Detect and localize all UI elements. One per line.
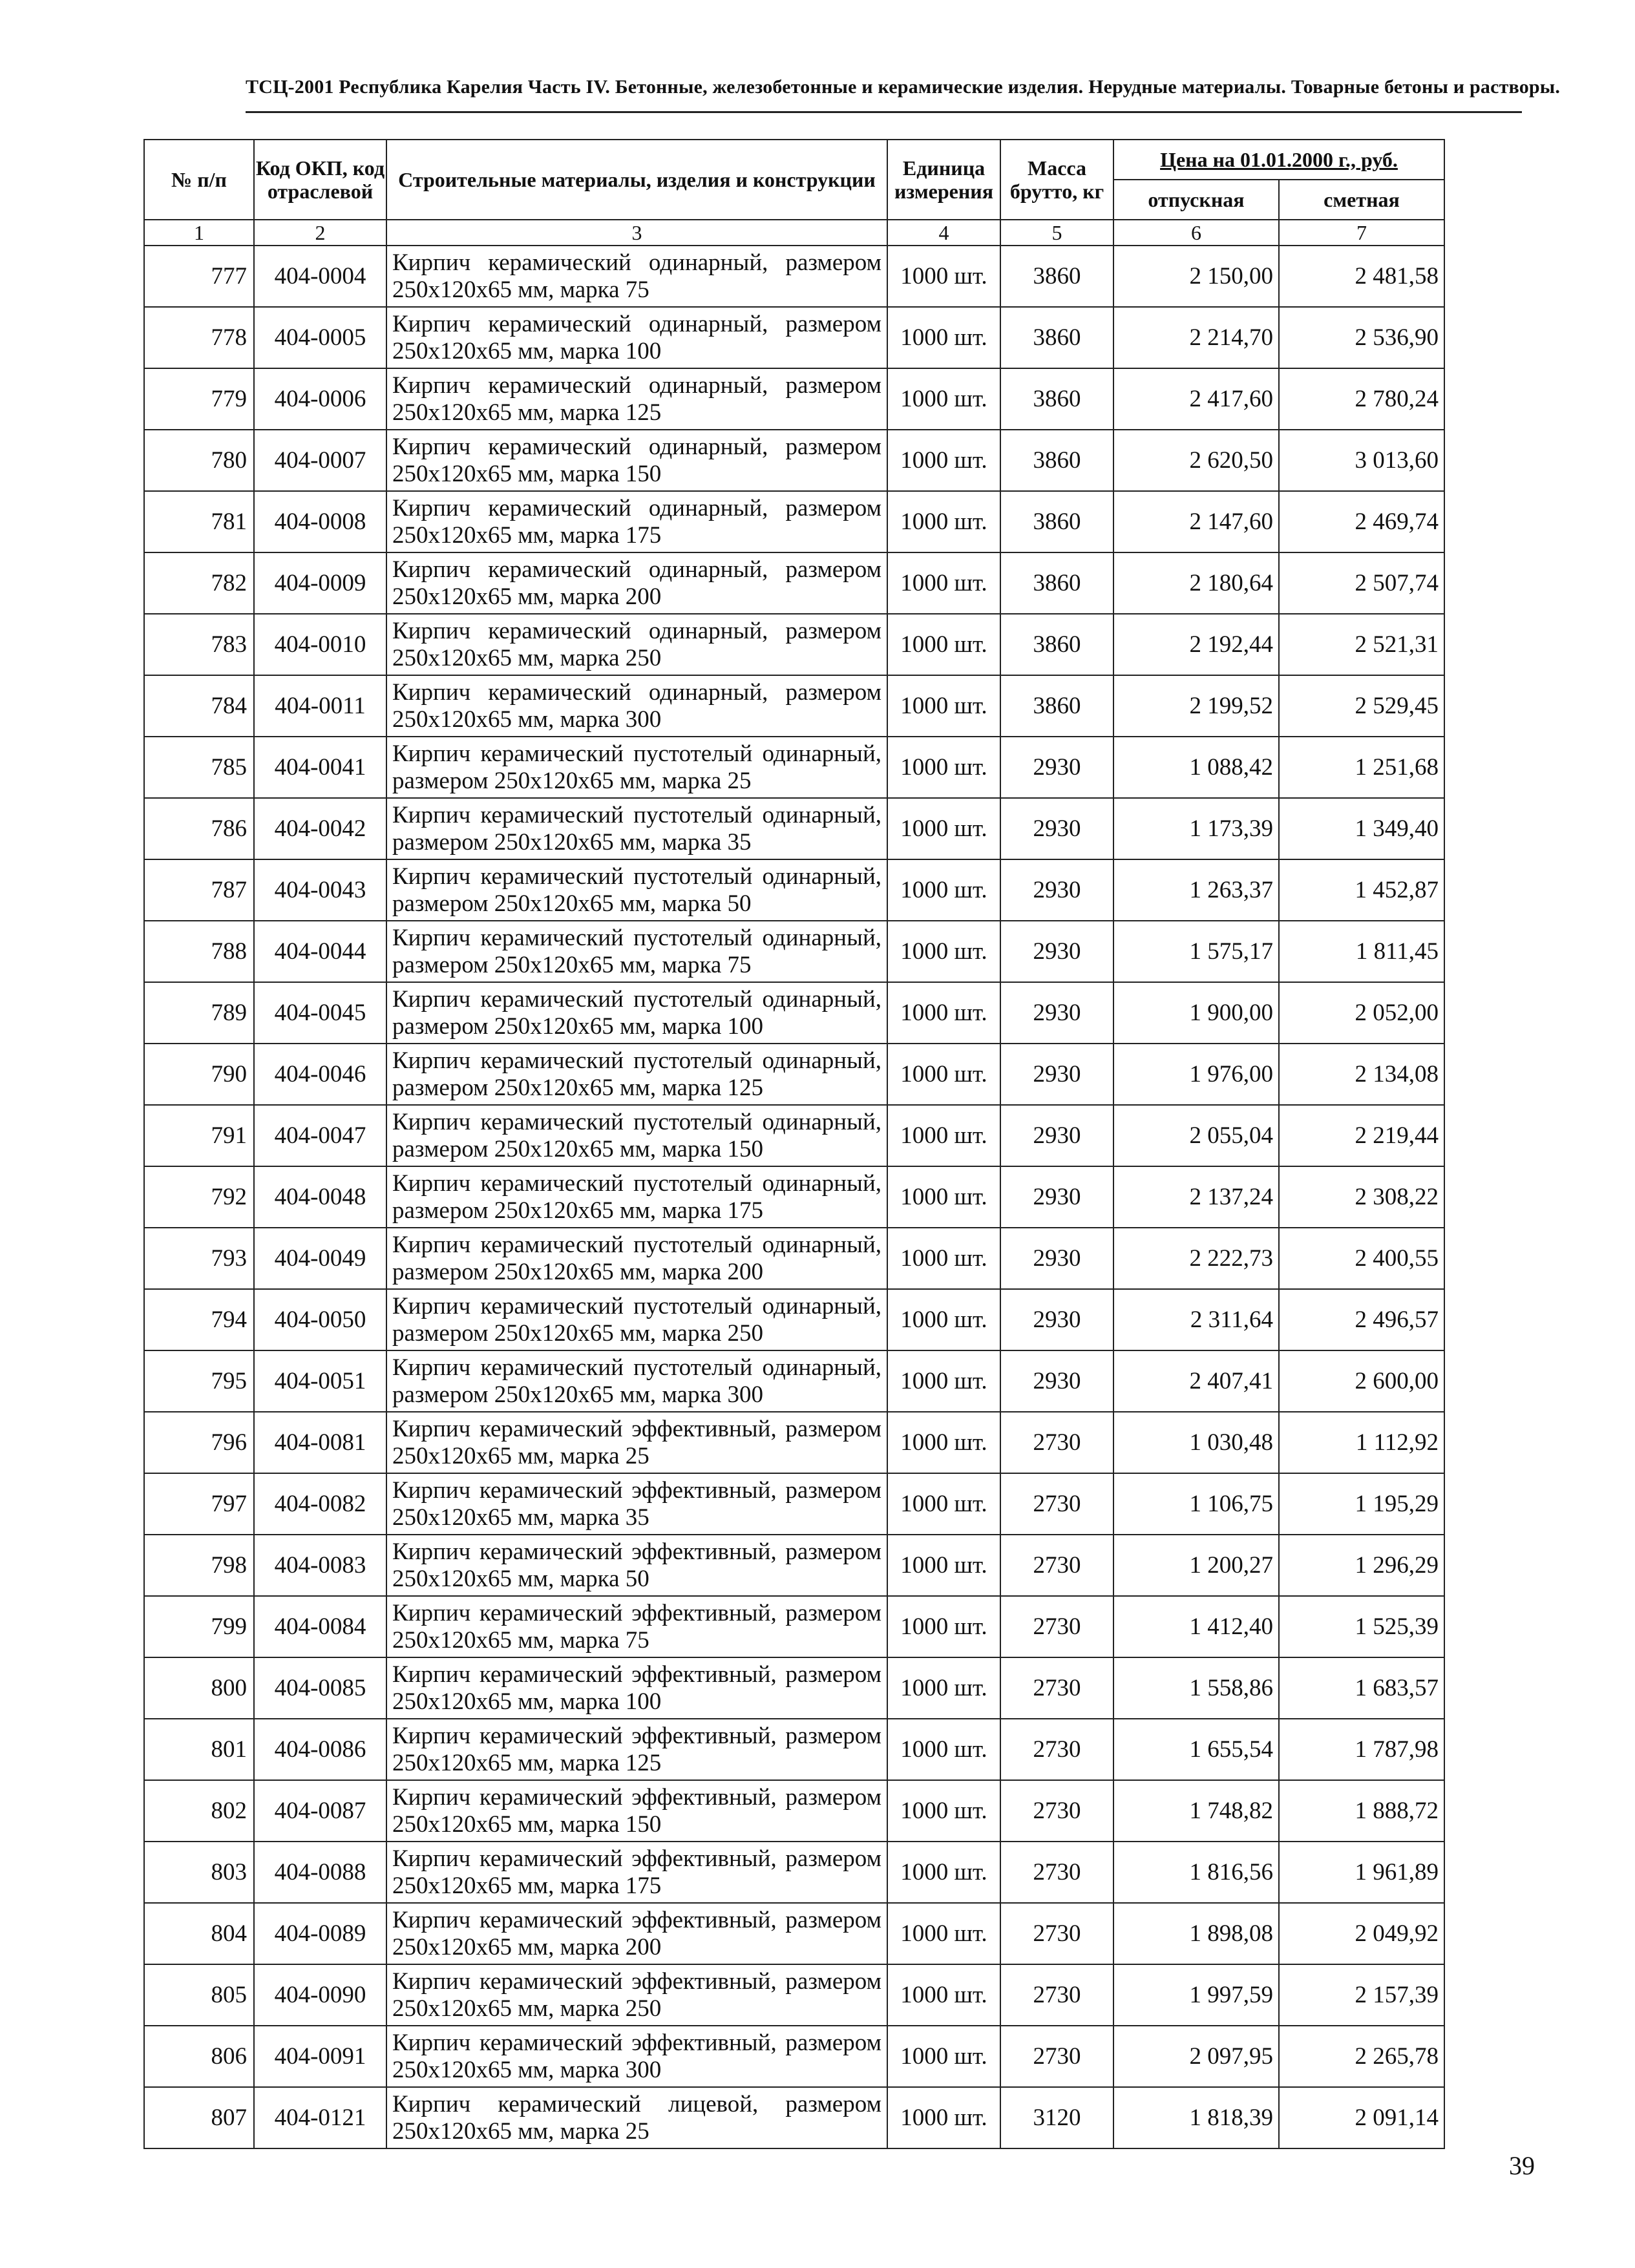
gross-mass: 2930 bbox=[1000, 859, 1113, 921]
material-name: Кирпич керамический эффективный, размером 250х120х65 мм, марка 35 bbox=[386, 1473, 887, 1535]
column-number: 5 bbox=[1000, 220, 1113, 246]
price-estimate: 1 195,29 bbox=[1279, 1473, 1444, 1535]
material-name: Кирпич керамический эффективный, размером 250х120х65 мм, марка 50 bbox=[386, 1535, 887, 1596]
row-number: 778 bbox=[144, 307, 254, 368]
row-number: 785 bbox=[144, 737, 254, 798]
price-release: 2 180,64 bbox=[1113, 552, 1279, 614]
row-number: 787 bbox=[144, 859, 254, 921]
unit-of-measure: 1000 шт. bbox=[887, 1964, 1000, 2026]
price-release: 1 200,27 bbox=[1113, 1535, 1279, 1596]
unit-of-measure: 1000 шт. bbox=[887, 1350, 1000, 1412]
table-row bbox=[144, 1044, 1444, 1105]
price-release: 1 030,48 bbox=[1113, 1412, 1279, 1473]
gross-mass: 2730 bbox=[1000, 1780, 1113, 1842]
row-number: 801 bbox=[144, 1719, 254, 1780]
row-number: 784 bbox=[144, 675, 254, 737]
okp-code: 404-0045 bbox=[254, 982, 386, 1044]
price-release: 1 088,42 bbox=[1113, 737, 1279, 798]
gross-mass: 2730 bbox=[1000, 1473, 1113, 1535]
price-release: 2 150,00 bbox=[1113, 246, 1279, 307]
price-estimate: 1 961,89 bbox=[1279, 1842, 1444, 1903]
gross-mass: 3120 bbox=[1000, 2087, 1113, 2148]
gross-mass: 2730 bbox=[1000, 1657, 1113, 1719]
gross-mass: 2930 bbox=[1000, 1289, 1113, 1350]
price-release: 1 898,08 bbox=[1113, 1903, 1279, 1964]
price-estimate: 2 052,00 bbox=[1279, 982, 1444, 1044]
price-release: 1 575,17 bbox=[1113, 921, 1279, 982]
row-number: 782 bbox=[144, 552, 254, 614]
table-row bbox=[144, 2026, 1444, 2087]
gross-mass: 3860 bbox=[1000, 675, 1113, 737]
header-unit: Единица измерения bbox=[887, 140, 1000, 220]
header-num: № п/п bbox=[144, 140, 254, 220]
unit-of-measure: 1000 шт. bbox=[887, 982, 1000, 1044]
table-row bbox=[144, 307, 1444, 368]
price-estimate: 1 349,40 bbox=[1279, 798, 1444, 859]
gross-mass: 2930 bbox=[1000, 737, 1113, 798]
row-number: 788 bbox=[144, 921, 254, 982]
okp-code: 404-0009 bbox=[254, 552, 386, 614]
price-release: 2 407,41 bbox=[1113, 1350, 1279, 1412]
unit-of-measure: 1000 шт. bbox=[887, 2087, 1000, 2148]
unit-of-measure: 1000 шт. bbox=[887, 552, 1000, 614]
gross-mass: 2930 bbox=[1000, 1044, 1113, 1105]
price-estimate: 1 811,45 bbox=[1279, 921, 1444, 982]
gross-mass: 3860 bbox=[1000, 430, 1113, 491]
material-name: Кирпич керамический пустотелый одинарный, размером 250х120х65 мм, марка 300 bbox=[386, 1350, 887, 1412]
unit-of-measure: 1000 шт. bbox=[887, 307, 1000, 368]
material-name: Кирпич керамический пустотелый одинарный, размером 250х120х65 мм, марка 250 bbox=[386, 1289, 887, 1350]
material-name: Кирпич керамический эффективный, размером 250х120х65 мм, марка 150 bbox=[386, 1780, 887, 1842]
material-name: Кирпич керамический эффективный, размером 250х120х65 мм, марка 175 bbox=[386, 1842, 887, 1903]
price-release: 1 816,56 bbox=[1113, 1842, 1279, 1903]
price-estimate: 2 049,92 bbox=[1279, 1903, 1444, 1964]
table-row bbox=[144, 1535, 1444, 1596]
price-estimate: 2 507,74 bbox=[1279, 552, 1444, 614]
price-estimate: 1 296,29 bbox=[1279, 1535, 1444, 1596]
unit-of-measure: 1000 шт. bbox=[887, 1044, 1000, 1105]
table-row bbox=[144, 614, 1444, 675]
price-estimate: 2 496,57 bbox=[1279, 1289, 1444, 1350]
table-row bbox=[144, 859, 1444, 921]
row-number: 780 bbox=[144, 430, 254, 491]
price-estimate: 2 529,45 bbox=[1279, 675, 1444, 737]
table-row bbox=[144, 491, 1444, 552]
table-row bbox=[144, 1780, 1444, 1842]
price-release: 1 748,82 bbox=[1113, 1780, 1279, 1842]
gross-mass: 3860 bbox=[1000, 552, 1113, 614]
okp-code: 404-0043 bbox=[254, 859, 386, 921]
row-number: 779 bbox=[144, 368, 254, 430]
table-row bbox=[144, 921, 1444, 982]
row-number: 794 bbox=[144, 1289, 254, 1350]
price-estimate: 1 787,98 bbox=[1279, 1719, 1444, 1780]
price-estimate: 1 888,72 bbox=[1279, 1780, 1444, 1842]
table-row bbox=[144, 1289, 1444, 1350]
okp-code: 404-0011 bbox=[254, 675, 386, 737]
material-name: Кирпич керамический пустотелый одинарный, размером 250х120х65 мм, марка 25 bbox=[386, 737, 887, 798]
price-release: 1 558,86 bbox=[1113, 1657, 1279, 1719]
row-number: 803 bbox=[144, 1842, 254, 1903]
price-release: 2 147,60 bbox=[1113, 491, 1279, 552]
okp-code: 404-0006 bbox=[254, 368, 386, 430]
okp-code: 404-0010 bbox=[254, 614, 386, 675]
unit-of-measure: 1000 шт. bbox=[887, 614, 1000, 675]
okp-code: 404-0044 bbox=[254, 921, 386, 982]
material-name: Кирпич керамический эффективный, размером 250х120х65 мм, марка 200 bbox=[386, 1903, 887, 1964]
price-estimate: 2 265,78 bbox=[1279, 2026, 1444, 2087]
unit-of-measure: 1000 шт. bbox=[887, 1289, 1000, 1350]
gross-mass: 2930 bbox=[1000, 982, 1113, 1044]
table-row bbox=[144, 1719, 1444, 1780]
price-estimate: 1 683,57 bbox=[1279, 1657, 1444, 1719]
unit-of-measure: 1000 шт. bbox=[887, 1903, 1000, 1964]
gross-mass: 2730 bbox=[1000, 1596, 1113, 1657]
unit-of-measure: 1000 шт. bbox=[887, 1473, 1000, 1535]
material-name: Кирпич керамический пустотелый одинарный, размером 250х120х65 мм, марка 35 bbox=[386, 798, 887, 859]
row-number: 792 bbox=[144, 1166, 254, 1228]
gross-mass: 2730 bbox=[1000, 1719, 1113, 1780]
row-number: 783 bbox=[144, 614, 254, 675]
header-mass: Масса брутто, кг bbox=[1000, 140, 1113, 220]
gross-mass: 2730 bbox=[1000, 1412, 1113, 1473]
material-name: Кирпич керамический одинарный, размером 250х120х65 мм, марка 125 bbox=[386, 368, 887, 430]
unit-of-measure: 1000 шт. bbox=[887, 737, 1000, 798]
material-name: Кирпич керамический одинарный, размером 250х120х65 мм, марка 250 bbox=[386, 614, 887, 675]
table-row bbox=[144, 1903, 1444, 1964]
table-row bbox=[144, 1964, 1444, 2026]
table-row bbox=[144, 675, 1444, 737]
okp-code: 404-0004 bbox=[254, 246, 386, 307]
okp-code: 404-0082 bbox=[254, 1473, 386, 1535]
price-release: 2 620,50 bbox=[1113, 430, 1279, 491]
gross-mass: 2930 bbox=[1000, 1166, 1113, 1228]
price-release: 2 417,60 bbox=[1113, 368, 1279, 430]
price-release: 2 199,52 bbox=[1113, 675, 1279, 737]
price-table bbox=[143, 139, 1445, 2149]
gross-mass: 2930 bbox=[1000, 798, 1113, 859]
page-header: ТСЦ-2001 Республика Карелия Часть IV. Бетонные, железобетонные и керамические изделия. Нерудные материалы. Товарные бетоны и растворы. bbox=[246, 76, 1561, 98]
price-release: 1 976,00 bbox=[1113, 1044, 1279, 1105]
okp-code: 404-0049 bbox=[254, 1228, 386, 1289]
row-number: 798 bbox=[144, 1535, 254, 1596]
header-price-release: отпускная bbox=[1113, 180, 1279, 220]
price-release: 2 214,70 bbox=[1113, 307, 1279, 368]
column-number: 3 bbox=[386, 220, 887, 246]
price-release: 1 106,75 bbox=[1113, 1473, 1279, 1535]
unit-of-measure: 1000 шт. bbox=[887, 2026, 1000, 2087]
material-name: Кирпич керамический пустотелый одинарный, размером 250х120х65 мм, марка 75 bbox=[386, 921, 887, 982]
row-number: 786 bbox=[144, 798, 254, 859]
row-number: 800 bbox=[144, 1657, 254, 1719]
table-row bbox=[144, 1166, 1444, 1228]
unit-of-measure: 1000 шт. bbox=[887, 1780, 1000, 1842]
price-release: 2 222,73 bbox=[1113, 1228, 1279, 1289]
gross-mass: 2930 bbox=[1000, 1228, 1113, 1289]
gross-mass: 3860 bbox=[1000, 368, 1113, 430]
material-name: Кирпич керамический эффективный, размером 250х120х65 мм, марка 25 bbox=[386, 1412, 887, 1473]
material-name: Кирпич керамический пустотелый одинарный, размером 250х120х65 мм, марка 200 bbox=[386, 1228, 887, 1289]
unit-of-measure: 1000 шт. bbox=[887, 1596, 1000, 1657]
okp-code: 404-0047 bbox=[254, 1105, 386, 1166]
gross-mass: 2930 bbox=[1000, 1105, 1113, 1166]
gross-mass: 2730 bbox=[1000, 1903, 1113, 1964]
table-row bbox=[144, 1350, 1444, 1412]
unit-of-measure: 1000 шт. bbox=[887, 1166, 1000, 1228]
price-estimate: 2 219,44 bbox=[1279, 1105, 1444, 1166]
unit-of-measure: 1000 шт. bbox=[887, 1412, 1000, 1473]
header-divider bbox=[246, 111, 1522, 113]
material-name: Кирпич керамический одинарный, размером 250х120х65 мм, марка 150 bbox=[386, 430, 887, 491]
row-number: 793 bbox=[144, 1228, 254, 1289]
okp-code: 404-0046 bbox=[254, 1044, 386, 1105]
row-number: 805 bbox=[144, 1964, 254, 2026]
table-row bbox=[144, 982, 1444, 1044]
okp-code: 404-0041 bbox=[254, 737, 386, 798]
material-name: Кирпич керамический пустотелый одинарный, размером 250х120х65 мм, марка 100 bbox=[386, 982, 887, 1044]
unit-of-measure: 1000 шт. bbox=[887, 1719, 1000, 1780]
gross-mass: 2730 bbox=[1000, 1842, 1113, 1903]
price-release: 1 997,59 bbox=[1113, 1964, 1279, 2026]
material-name: Кирпич керамический одинарный, размером 250х120х65 мм, марка 300 bbox=[386, 675, 887, 737]
row-number: 777 bbox=[144, 246, 254, 307]
header-name: Строительные материалы, изделия и конструкции bbox=[386, 140, 887, 220]
table-row bbox=[144, 1657, 1444, 1719]
unit-of-measure: 1000 шт. bbox=[887, 246, 1000, 307]
price-estimate: 1 525,39 bbox=[1279, 1596, 1444, 1657]
price-estimate: 2 157,39 bbox=[1279, 1964, 1444, 2026]
row-number: 781 bbox=[144, 491, 254, 552]
material-name: Кирпич керамический эффективный, размером 250х120х65 мм, марка 100 bbox=[386, 1657, 887, 1719]
unit-of-measure: 1000 шт. bbox=[887, 368, 1000, 430]
table-row bbox=[144, 737, 1444, 798]
row-number: 804 bbox=[144, 1903, 254, 1964]
price-estimate: 1 112,92 bbox=[1279, 1412, 1444, 1473]
price-release: 2 311,64 bbox=[1113, 1289, 1279, 1350]
okp-code: 404-0051 bbox=[254, 1350, 386, 1412]
unit-of-measure: 1000 шт. bbox=[887, 1657, 1000, 1719]
price-estimate: 2 308,22 bbox=[1279, 1166, 1444, 1228]
gross-mass: 3860 bbox=[1000, 246, 1113, 307]
row-number: 806 bbox=[144, 2026, 254, 2087]
price-estimate: 1 251,68 bbox=[1279, 737, 1444, 798]
material-name: Кирпич керамический одинарный, размером 250х120х65 мм, марка 75 bbox=[386, 246, 887, 307]
okp-code: 404-0007 bbox=[254, 430, 386, 491]
table-row bbox=[144, 1473, 1444, 1535]
column-number: 4 bbox=[887, 220, 1000, 246]
material-name: Кирпич керамический эффективный, размером 250х120х65 мм, марка 125 bbox=[386, 1719, 887, 1780]
material-name: Кирпич керамический эффективный, размером 250х120х65 мм, марка 75 bbox=[386, 1596, 887, 1657]
column-number: 6 bbox=[1113, 220, 1279, 246]
price-release: 2 055,04 bbox=[1113, 1105, 1279, 1166]
price-estimate: 3 013,60 bbox=[1279, 430, 1444, 491]
okp-code: 404-0084 bbox=[254, 1596, 386, 1657]
gross-mass: 2730 bbox=[1000, 1535, 1113, 1596]
row-number: 795 bbox=[144, 1350, 254, 1412]
price-estimate: 1 452,87 bbox=[1279, 859, 1444, 921]
table-row bbox=[144, 1596, 1444, 1657]
okp-code: 404-0088 bbox=[254, 1842, 386, 1903]
unit-of-measure: 1000 шт. bbox=[887, 1228, 1000, 1289]
okp-code: 404-0121 bbox=[254, 2087, 386, 2148]
column-number: 7 bbox=[1279, 220, 1444, 246]
row-number: 790 bbox=[144, 1044, 254, 1105]
page-number: 39 bbox=[1509, 2151, 1535, 2180]
material-name: Кирпич керамический пустотелый одинарный, размером 250х120х65 мм, марка 150 bbox=[386, 1105, 887, 1166]
table-row bbox=[144, 1228, 1444, 1289]
table-row bbox=[144, 798, 1444, 859]
unit-of-measure: 1000 шт. bbox=[887, 1535, 1000, 1596]
price-estimate: 2 521,31 bbox=[1279, 614, 1444, 675]
table-row bbox=[144, 1412, 1444, 1473]
okp-code: 404-0008 bbox=[254, 491, 386, 552]
price-release: 2 137,24 bbox=[1113, 1166, 1279, 1228]
okp-code: 404-0083 bbox=[254, 1535, 386, 1596]
unit-of-measure: 1000 шт. bbox=[887, 1105, 1000, 1166]
header-code: Код ОКП, код отраслевой bbox=[254, 140, 386, 220]
unit-of-measure: 1000 шт. bbox=[887, 1842, 1000, 1903]
okp-code: 404-0089 bbox=[254, 1903, 386, 1964]
okp-code: 404-0005 bbox=[254, 307, 386, 368]
column-number: 2 bbox=[254, 220, 386, 246]
price-estimate: 2 134,08 bbox=[1279, 1044, 1444, 1105]
material-name: Кирпич керамический эффективный, размером 250х120х65 мм, марка 300 bbox=[386, 2026, 887, 2087]
table-row bbox=[144, 368, 1444, 430]
price-estimate: 2 091,14 bbox=[1279, 2087, 1444, 2148]
price-release: 1 412,40 bbox=[1113, 1596, 1279, 1657]
material-name: Кирпич керамический одинарный, размером 250х120х65 мм, марка 175 bbox=[386, 491, 887, 552]
price-release: 1 655,54 bbox=[1113, 1719, 1279, 1780]
okp-code: 404-0085 bbox=[254, 1657, 386, 1719]
gross-mass: 2930 bbox=[1000, 921, 1113, 982]
column-number: 1 bbox=[144, 220, 254, 246]
unit-of-measure: 1000 шт. bbox=[887, 430, 1000, 491]
material-name: Кирпич керамический пустотелый одинарный, размером 250х120х65 мм, марка 125 bbox=[386, 1044, 887, 1105]
table-row bbox=[144, 1842, 1444, 1903]
gross-mass: 2930 bbox=[1000, 1350, 1113, 1412]
unit-of-measure: 1000 шт. bbox=[887, 921, 1000, 982]
price-release: 1 263,37 bbox=[1113, 859, 1279, 921]
price-estimate: 2 780,24 bbox=[1279, 368, 1444, 430]
okp-code: 404-0086 bbox=[254, 1719, 386, 1780]
price-estimate: 2 600,00 bbox=[1279, 1350, 1444, 1412]
price-estimate: 2 481,58 bbox=[1279, 246, 1444, 307]
row-number: 807 bbox=[144, 2087, 254, 2148]
material-name: Кирпич керамический пустотелый одинарный, размером 250х120х65 мм, марка 50 bbox=[386, 859, 887, 921]
material-name: Кирпич керамический пустотелый одинарный, размером 250х120х65 мм, марка 175 bbox=[386, 1166, 887, 1228]
row-number: 791 bbox=[144, 1105, 254, 1166]
gross-mass: 2730 bbox=[1000, 2026, 1113, 2087]
material-name: Кирпич керамический лицевой, размером 250х120х65 мм, марка 25 bbox=[386, 2087, 887, 2148]
material-name: Кирпич керамический одинарный, размером 250х120х65 мм, марка 100 bbox=[386, 307, 887, 368]
price-release: 2 192,44 bbox=[1113, 614, 1279, 675]
okp-code: 404-0081 bbox=[254, 1412, 386, 1473]
material-name: Кирпич керамический одинарный, размером 250х120х65 мм, марка 200 bbox=[386, 552, 887, 614]
header-price-group: Цена на 01.01.2000 г., руб. bbox=[1113, 140, 1444, 180]
row-number: 802 bbox=[144, 1780, 254, 1842]
okp-code: 404-0050 bbox=[254, 1289, 386, 1350]
gross-mass: 3860 bbox=[1000, 491, 1113, 552]
table-row bbox=[144, 552, 1444, 614]
gross-mass: 2730 bbox=[1000, 1964, 1113, 2026]
table-row bbox=[144, 1105, 1444, 1166]
okp-code: 404-0091 bbox=[254, 2026, 386, 2087]
price-release: 1 173,39 bbox=[1113, 798, 1279, 859]
price-release: 1 818,39 bbox=[1113, 2087, 1279, 2148]
gross-mass: 3860 bbox=[1000, 307, 1113, 368]
unit-of-measure: 1000 шт. bbox=[887, 491, 1000, 552]
okp-code: 404-0087 bbox=[254, 1780, 386, 1842]
gross-mass: 3860 bbox=[1000, 614, 1113, 675]
table-row bbox=[144, 2087, 1444, 2148]
header-price-estimate: сметная bbox=[1279, 180, 1444, 220]
table-row bbox=[144, 246, 1444, 307]
price-estimate: 2 400,55 bbox=[1279, 1228, 1444, 1289]
okp-code: 404-0048 bbox=[254, 1166, 386, 1228]
price-release: 2 097,95 bbox=[1113, 2026, 1279, 2087]
row-number: 797 bbox=[144, 1473, 254, 1535]
unit-of-measure: 1000 шт. bbox=[887, 859, 1000, 921]
price-estimate: 2 536,90 bbox=[1279, 307, 1444, 368]
material-name: Кирпич керамический эффективный, размером 250х120х65 мм, марка 250 bbox=[386, 1964, 887, 2026]
unit-of-measure: 1000 шт. bbox=[887, 675, 1000, 737]
row-number: 799 bbox=[144, 1596, 254, 1657]
price-estimate: 2 469,74 bbox=[1279, 491, 1444, 552]
okp-code: 404-0090 bbox=[254, 1964, 386, 2026]
row-number: 789 bbox=[144, 982, 254, 1044]
table-row bbox=[144, 430, 1444, 491]
row-number: 796 bbox=[144, 1412, 254, 1473]
okp-code: 404-0042 bbox=[254, 798, 386, 859]
unit-of-measure: 1000 шт. bbox=[887, 798, 1000, 859]
price-release: 1 900,00 bbox=[1113, 982, 1279, 1044]
